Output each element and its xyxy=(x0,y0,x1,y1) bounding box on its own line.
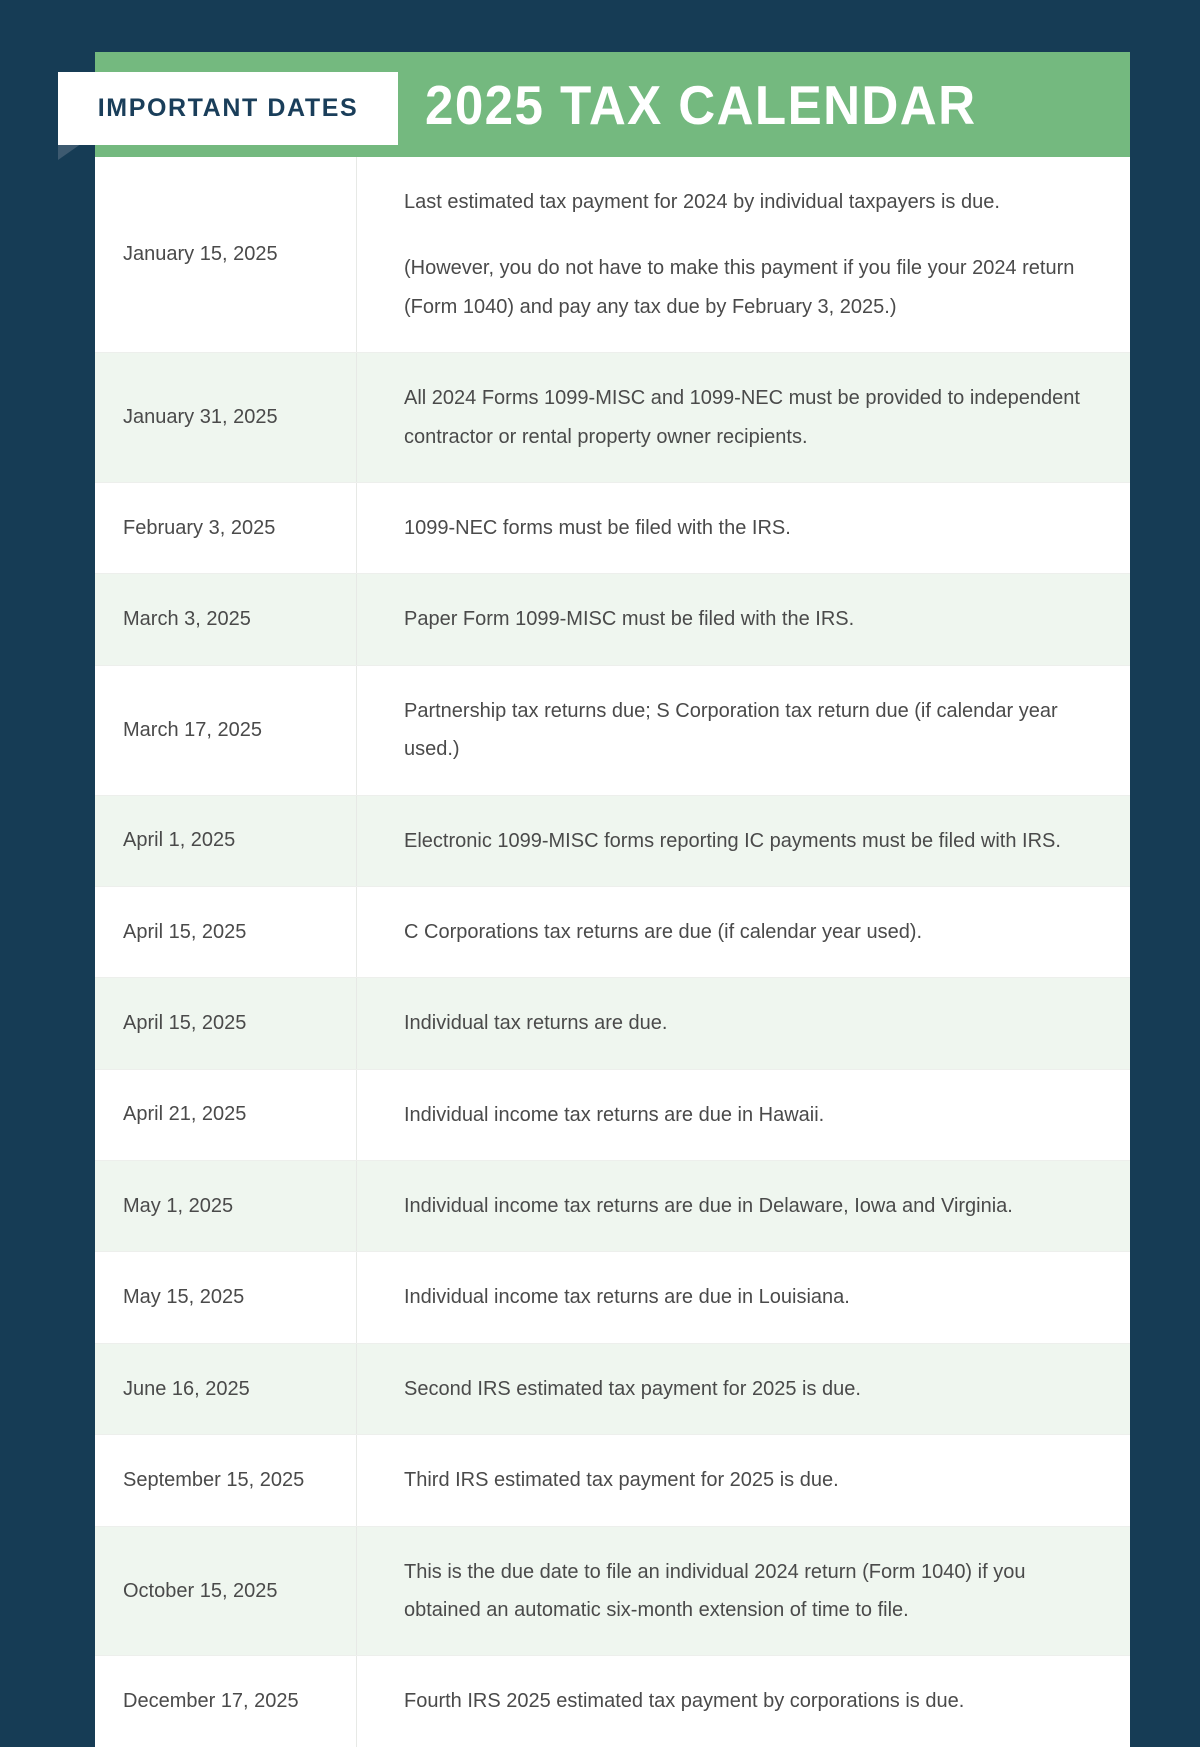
cell-description xyxy=(357,1344,1130,1434)
description-paragraph: 1099-NEC forms must be filed with the IRS. xyxy=(404,516,791,539)
cell-description xyxy=(357,796,1130,886)
description-paragraph: Individual income tax returns are due in Hawaii. xyxy=(404,1103,825,1126)
table-row xyxy=(95,157,1130,353)
cell-description xyxy=(357,1070,1130,1160)
cell-description xyxy=(357,483,1130,573)
table-row xyxy=(95,1161,1130,1252)
cell-description xyxy=(357,1656,1130,1746)
cell-date: May 15, 2025 xyxy=(95,1252,357,1342)
table-row xyxy=(95,1656,1130,1746)
cell-description xyxy=(357,157,1130,352)
cell-description xyxy=(357,1527,1130,1656)
cell-date: October 15, 2025 xyxy=(95,1527,357,1656)
description-paragraph: Electronic 1099-MISC forms reporting IC payments must be filed with IRS. xyxy=(404,829,1061,852)
description-paragraph: All 2024 Forms 1099-MISC and 1099-NEC must be provided to independent contractor or rental property owner recipients. xyxy=(404,387,1080,448)
description-paragraph: Paper Form 1099-MISC must be filed with the IRS. xyxy=(404,608,855,631)
cell-date: March 3, 2025 xyxy=(95,574,357,664)
description-paragraph: Last estimated tax payment for 2024 by individual taxpayers is due. xyxy=(404,191,1000,213)
description-paragraph: C Corporations tax returns are due (if calendar year used). xyxy=(404,920,923,943)
cell-date: April 15, 2025 xyxy=(95,887,357,977)
cell-date: June 16, 2025 xyxy=(95,1344,357,1434)
table-row xyxy=(95,666,1130,796)
cell-description xyxy=(357,1252,1130,1342)
page-title: 2025 TAX CALENDAR xyxy=(425,73,977,136)
cell-date: December 17, 2025 xyxy=(95,1656,357,1746)
cell-date: May 1, 2025 xyxy=(95,1161,357,1251)
cell-date: April 15, 2025 xyxy=(95,978,357,1068)
cell-description xyxy=(357,978,1130,1068)
important-dates-badge-label: IMPORTANT DATES xyxy=(97,94,359,122)
table-row xyxy=(95,1252,1130,1343)
cell-date: September 15, 2025 xyxy=(95,1435,357,1525)
table-row xyxy=(95,978,1130,1069)
table-row xyxy=(95,1435,1130,1526)
description-paragraph: Fourth IRS 2025 estimated tax payment by corporations is due. xyxy=(404,1690,965,1713)
cell-description xyxy=(357,1161,1130,1251)
cell-date: April 21, 2025 xyxy=(95,1070,357,1160)
table-row xyxy=(95,483,1130,574)
cell-date: January 15, 2025 xyxy=(95,157,357,352)
cell-description xyxy=(357,1435,1130,1525)
table-row xyxy=(95,1070,1130,1161)
table-row xyxy=(95,353,1130,483)
description-paragraph: Partnership tax returns due; S Corporation tax return due (if calendar year used.) xyxy=(404,699,1058,761)
table-row xyxy=(95,887,1130,978)
cell-description xyxy=(357,353,1130,482)
cell-description xyxy=(357,574,1130,664)
description-paragraph: Second IRS estimated tax payment for 2025 is due. xyxy=(404,1377,861,1400)
description-paragraph: Third IRS estimated tax payment for 2025 is due. xyxy=(404,1469,839,1492)
cell-date: January 31, 2025 xyxy=(95,353,357,482)
cell-description xyxy=(357,887,1130,977)
tax-dates-table xyxy=(95,157,1130,1747)
table-row xyxy=(95,1344,1130,1435)
table-row xyxy=(95,796,1130,887)
cell-description xyxy=(357,666,1130,795)
cell-date: February 3, 2025 xyxy=(95,483,357,573)
cell-date: March 17, 2025 xyxy=(95,666,357,795)
cell-date: April 1, 2025 xyxy=(95,796,357,886)
description-paragraph: Individual income tax returns are due in Delaware, Iowa and Virginia. xyxy=(404,1195,1013,1218)
description-paragraph: Individual income tax returns are due in Louisiana. xyxy=(404,1286,850,1309)
important-dates-badge xyxy=(58,72,398,145)
description-paragraph: (However, you do not have to make this payment if you file your 2024 return (Form 1040) and pay any tax due by February 3, 2025.) xyxy=(404,257,1075,318)
description-paragraph: This is the due date to file an individual 2024 return (Form 1040) if you obtained an automatic six-month extension of time to file. xyxy=(404,1560,1026,1622)
description-paragraph: Individual tax returns are due. xyxy=(404,1012,668,1035)
table-row xyxy=(95,574,1130,665)
table-row xyxy=(95,1527,1130,1657)
